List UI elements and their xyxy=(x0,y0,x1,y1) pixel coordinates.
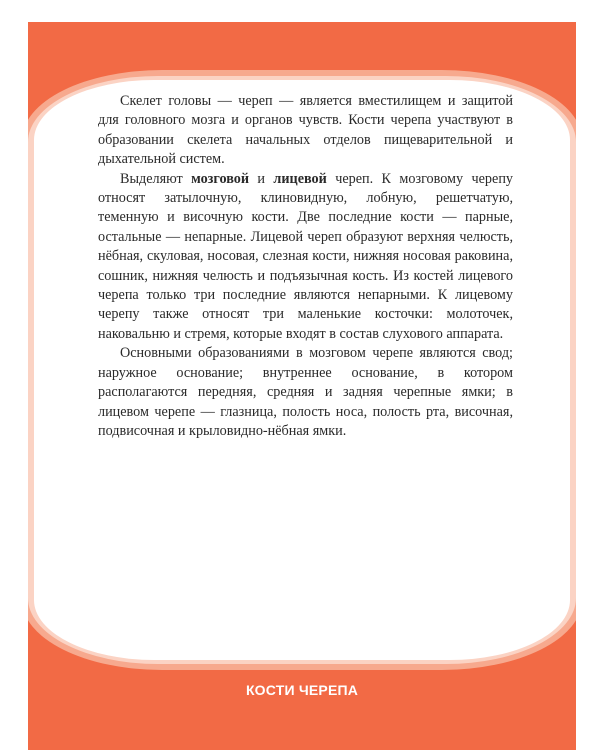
section-title: КОСТИ ЧЕРЕПА xyxy=(245,682,359,698)
body-text xyxy=(98,92,513,441)
paragraph-2-mid: и xyxy=(249,170,274,187)
paragraph-2-lead: Выделяют xyxy=(120,170,192,187)
page-background xyxy=(28,22,576,750)
paragraph-1: Скелет головы — череп — является вместилищем и защитой для головного мозга и органов чувств. Кости черепа участвуют в образовании скелета начальных отделов пищеварительной и дыхательной систем. xyxy=(98,93,513,168)
paragraph-2-rest: череп. К мозговому черепу относят затылочную, клиновидную, лобную, решетчатую, теменную и височную кости. Две последние кости — парные, остальные — непарные. Лицевой череп образуют верхняя челюсть, нёбная, скуловая, носовая, слезная кости, нижняя носовая раковина, сошник, нижняя челюсть и подъязычная кость. Из костей лицевого черепа только три последние являются непарными. К лицевому черепу также относят три маленькие косточки: молоточек, наковальню и стремя, которые входят в состав слухового аппарата. xyxy=(98,170,514,342)
paragraph-2 xyxy=(98,170,513,345)
paragraph-3: Основными образованиями в мозговом черепе являются свод; наружное основание; внутреннее основание, в котором располагаются передняя, средняя и задняя черепные ямки; в лицевом черепе — глазница, полость носа, полость рта, височная, подвисочная и крыловидно-нёбная ямки. xyxy=(98,345,513,439)
term-facial: лицевой xyxy=(273,170,327,187)
term-cerebral: мозговой xyxy=(191,170,250,187)
